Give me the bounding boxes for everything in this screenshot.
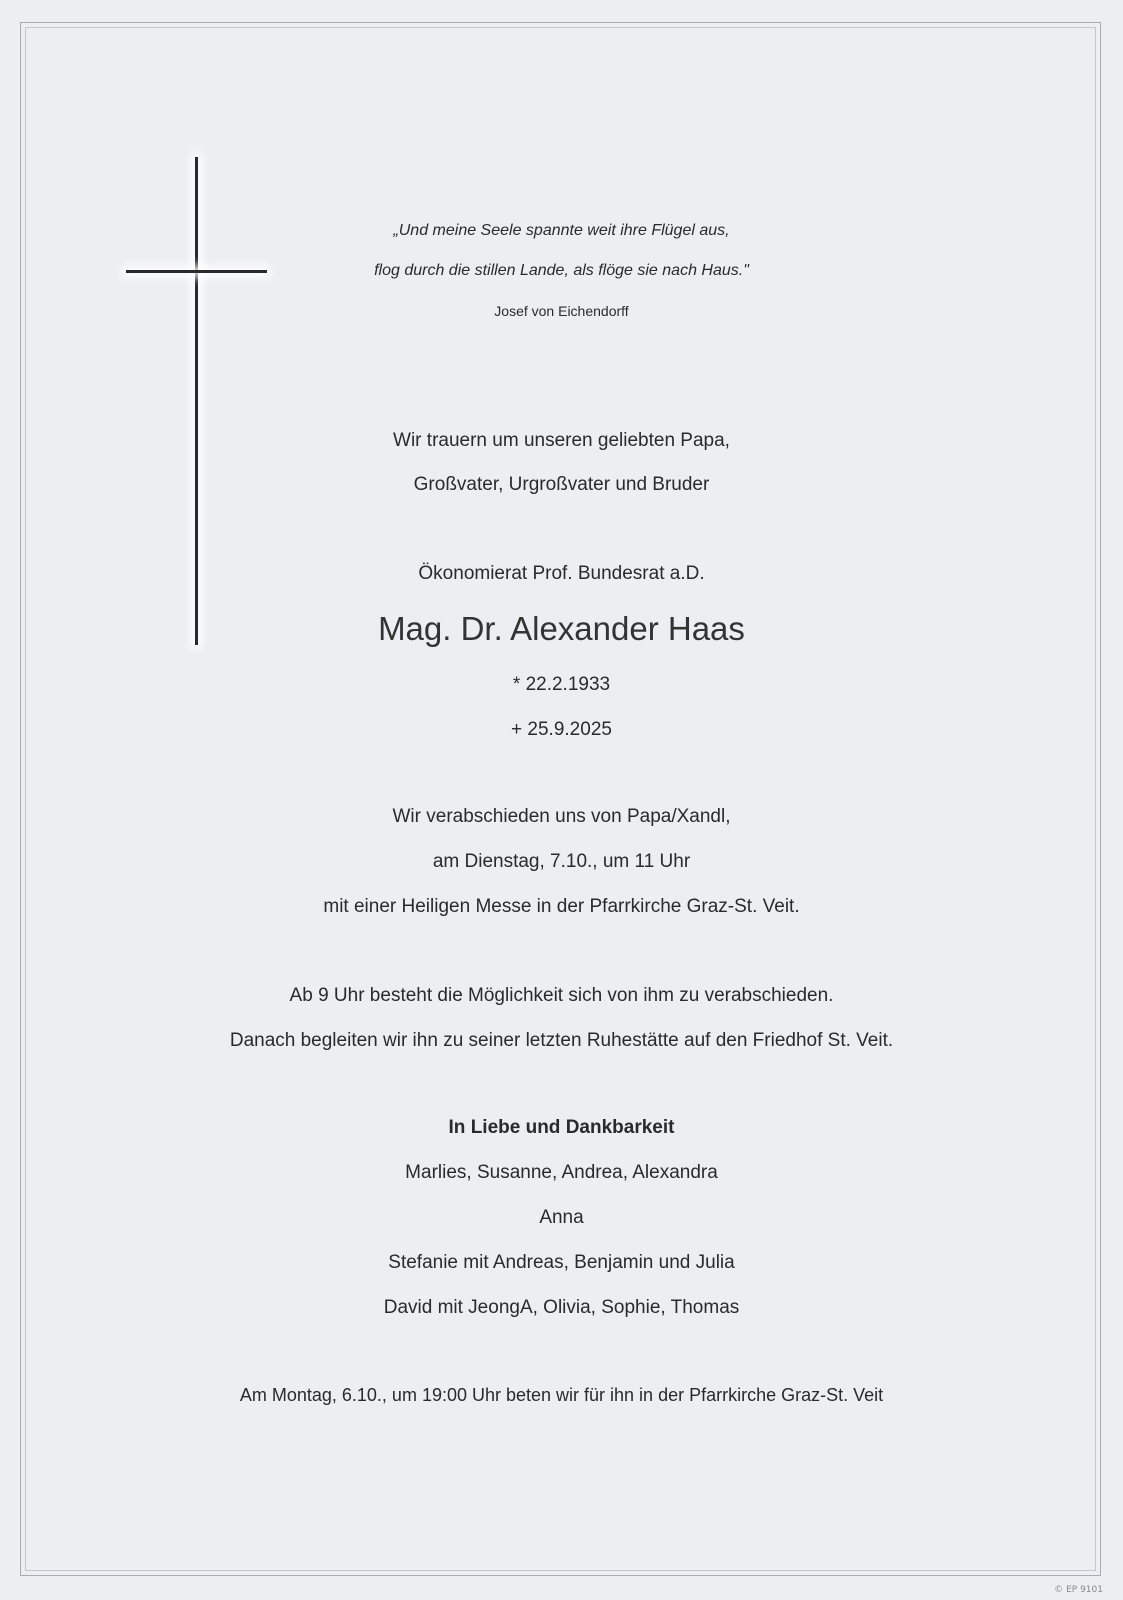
mourners-line: Stefanie mit Andreas, Benjamin und Julia: [388, 1252, 735, 1273]
deceased-titles: Ökonomierat Prof. Bundesrat a.D.: [418, 563, 705, 584]
intro-line-2: Großvater, Urgroßvater und Bruder: [413, 474, 710, 495]
farewell-line-2: am Dienstag, 7.10., um 11 Uhr: [432, 851, 691, 872]
page-border-inner: [25, 27, 1096, 1571]
mourners-line: Anna: [539, 1207, 584, 1228]
deceased-name: Mag. Dr. Alexander Haas: [378, 610, 745, 647]
birth-date: * 22.2.1933: [512, 674, 611, 695]
farewell-line-1: Wir verabschieden uns von Papa/Xandl,: [392, 806, 731, 827]
quote-line-1: „Und meine Seele spannte weit ihre Flügel aus,: [393, 222, 730, 239]
quote-author: Josef von Eichendorff: [494, 303, 629, 319]
prayer-notice: Am Montag, 6.10., um 19:00 Uhr beten wir für ihn in der Pfarrkirche Graz-St. Veit: [239, 1385, 884, 1405]
viewing-line-2: Danach begleiten wir ihn zu seiner letzten Ruhestätte auf den Friedhof St. Veit.: [229, 1030, 894, 1051]
quote-line-2: flog durch die stillen Lande, als flöge sie nach Haus.": [374, 262, 749, 279]
farewell-line-3: mit einer Heiligen Messe in der Pfarrkirche Graz-St. Veit.: [323, 896, 800, 917]
mourners-heading: In Liebe und Dankbarkeit: [448, 1117, 675, 1138]
viewing-line-1: Ab 9 Uhr besteht die Möglichkeit sich von ihm zu verabschieden.: [289, 985, 834, 1006]
mourners-line: Marlies, Susanne, Andrea, Alexandra: [405, 1162, 718, 1183]
death-date: + 25.9.2025: [511, 719, 612, 740]
intro-line-1: Wir trauern um unseren geliebten Papa,: [393, 430, 730, 451]
mourners-line: David mit JeongA, Olivia, Sophie, Thomas: [383, 1297, 740, 1318]
footer-code: © EP 9101: [1054, 1585, 1103, 1595]
